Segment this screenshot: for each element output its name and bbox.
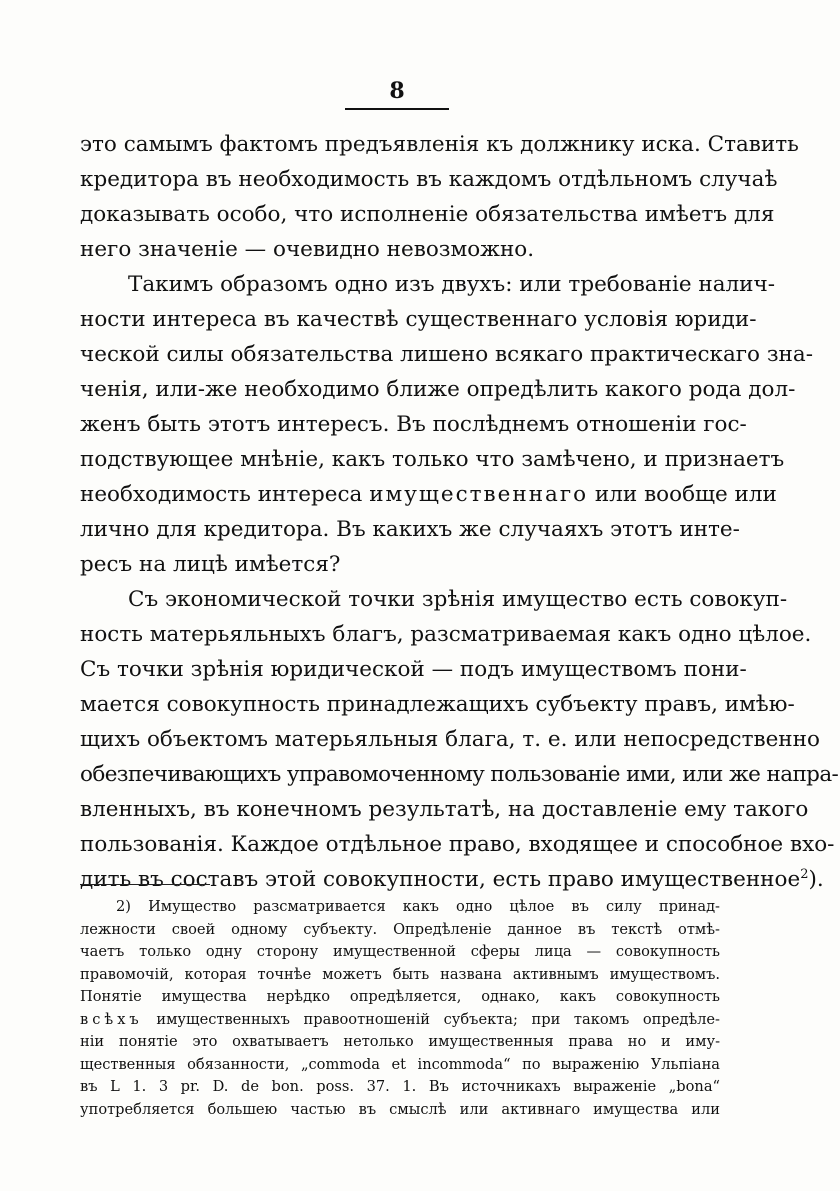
footnote-line: правомочій, которая точнѣе можетъ быть названа активнымъ имуществомъ. (80, 965, 720, 983)
text-line: ресъ на лицѣ имѣется? (80, 552, 341, 577)
footnote-line: чаетъ только одну сторону имущественной сферы лица — совокупность (80, 943, 720, 960)
footnote-line (80, 1009, 720, 1032)
text-segment: необходимость интереса (80, 482, 363, 507)
text-line (80, 862, 824, 897)
emphasized-word: всѣхъ (80, 1010, 143, 1028)
main-text (80, 127, 839, 897)
footnote (80, 896, 720, 1121)
text-segment: или вообще или (594, 482, 777, 507)
footnote-divider (80, 884, 210, 885)
text-line: ченія, или-же необходимо ближе опредѣлить какого рода дол- (80, 377, 796, 402)
text-line: ческой силы обязательства лишено всякаго практическаго зна- (80, 342, 813, 367)
footnote-line: ніи понятіе это охватываетъ нетолько имущественныя права но и иму- (80, 1033, 720, 1050)
text-line: Такимъ образомъ одно изъ двухъ: или требованіе налич- (128, 272, 775, 297)
footnote-line: лежности своей одному субъекту. Опредѣленіе данное въ текстѣ отмѣ- (80, 920, 720, 938)
text-line: ности интереса въ качествѣ существеннаго условія юриди- (80, 307, 757, 332)
text-line: вленныхъ, въ конечномъ результатѣ, на доставленіе ему такого (80, 797, 809, 822)
text-segment: имущественныхъ правоотношеній субъекта; при такомъ опредѣле- (156, 1010, 720, 1028)
text-segment: дить въ составъ этой совокупности, есть право имущественное (80, 867, 801, 892)
text-line: подствующее мнѣніе, какъ только что замѣчено, и признаетъ (80, 447, 785, 472)
text-line: пользованія. Каждое отдѣльное право, входящее и способное вхо- (80, 832, 835, 857)
footnote-line: щественныя обязанности, „commoda et incommoda“ по выраженію Ульпіана (80, 1055, 720, 1073)
emphasized-word: имущественнаго (369, 482, 589, 507)
text-line: женъ быть этотъ интересъ. Въ послѣднемъ отношеніи гос- (80, 412, 747, 437)
text-line: это самымъ фактомъ предъявленія къ должнику иска. Ставить (80, 132, 799, 157)
text-segment: ). (808, 867, 824, 892)
page-number: 8 (345, 78, 449, 110)
text-line: обезпечивающихъ управомоченному пользованіе ими, или же напра- (80, 762, 839, 787)
text-line (80, 477, 777, 512)
text-line: мается совокупность принадлежащихъ субъекту правъ, имѣю- (80, 692, 795, 717)
footnote-reference[interactable]: 2 (800, 867, 809, 882)
text-line: доказывать особо, что исполненіе обязательства имѣетъ для (80, 202, 775, 227)
text-line: него значеніе — очевидно невозможно. (80, 237, 535, 262)
text-line: Съ экономической точки зрѣнія имущество есть совокуп- (128, 587, 788, 612)
footnote-line: употребляется большею частью въ смыслѣ или активнаго имущества или (80, 1100, 720, 1118)
footnote-line: въ L 1. 3 pr. D. de bon. poss. 37. 1. Въ источникахъ выраженіе „bona“ (80, 1078, 720, 1095)
text-line: Съ точки зрѣнія юридической — подъ имуществомъ пони- (80, 657, 747, 682)
text-line: ность матерьяльныхъ благъ, разсматриваемая какъ одно цѣлое. (80, 622, 812, 647)
footnote-line: 2) Имущество разсматривается какъ одно цѣлое въ силу принад- (116, 898, 720, 915)
text-line: лично для кредитора. Въ какихъ же случаяхъ этотъ инте- (80, 517, 740, 542)
text-line: кредитора въ необходимость въ каждомъ отдѣльномъ случаѣ (80, 167, 778, 192)
text-line: щихъ объектомъ матерьяльныя блага, т. е. или непосредственно (80, 727, 820, 752)
footnote-line: Понятіе имущества нерѣдко опредѣляется, однако, какъ совокупность (80, 988, 720, 1005)
